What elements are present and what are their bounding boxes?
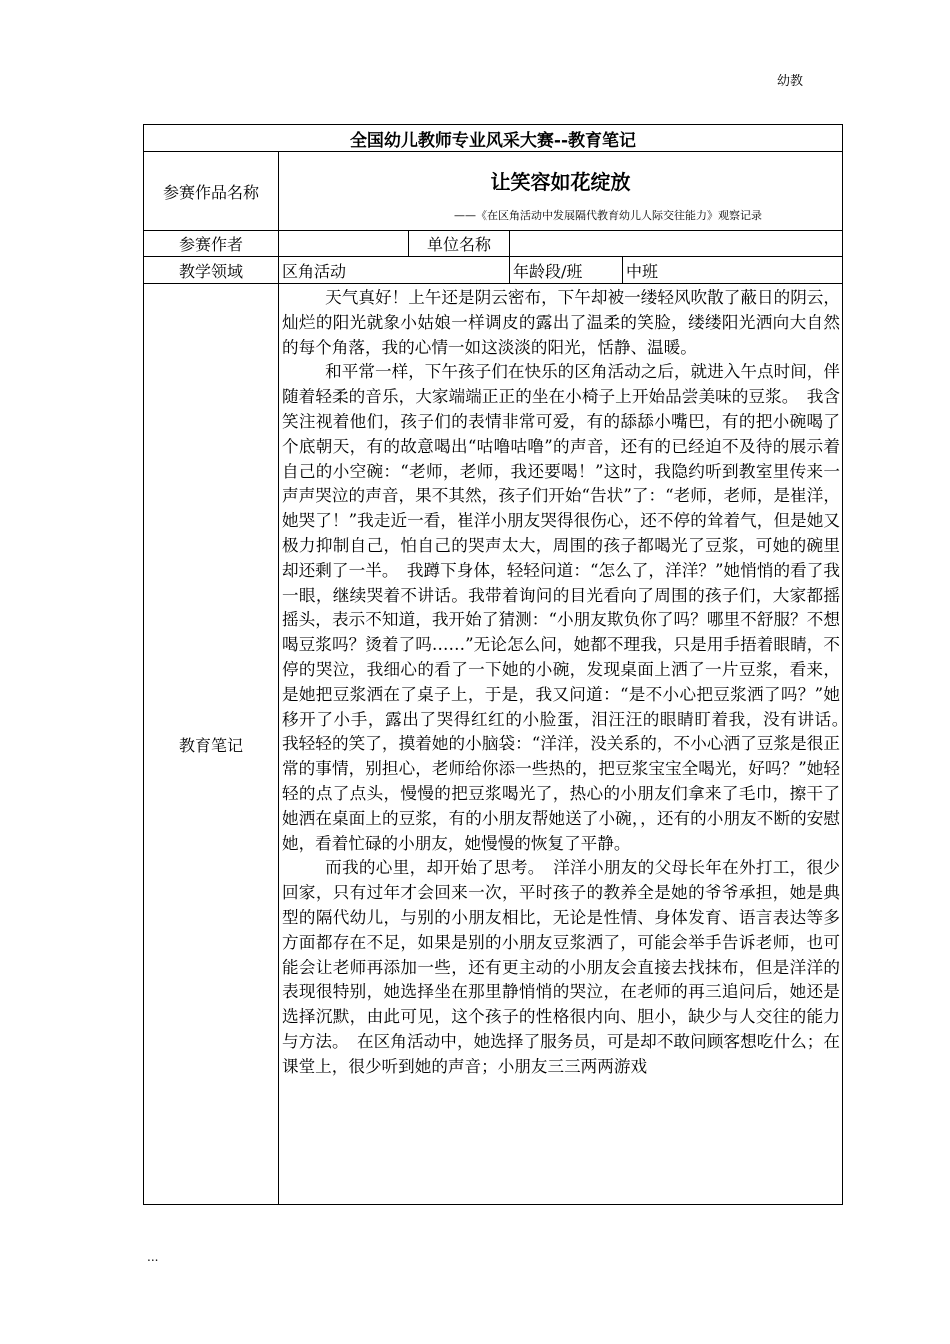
education-notes-form (143, 124, 857, 1205)
notes-paragraph: 而我的心里，却开始了思考。 洋洋小朋友的父母长年在外打工，很少回家，只有过年才会回来一次，平时孩子的教养全是她的爷爷承担，她是典型的隔代幼儿，与别的小朋友相比，无论是性情、身体发育、语言表达等多方面都存在不足，如果是别的小朋友豆浆洒了，可能会举手告诉老师，也可能会让老师再添加一些，还有更主动的小朋友会直接去找抹布，但是洋洋的表现很特别，她选择坐在那里静悄悄的哭泣，在老师的再三追问后，她还是选择沉默，由此可见，这个孩子的性格很内向、胆小，缺少与人交往的能力与方法。 在区角活动中，她选择了服务员，可是却不敢问顾客想吃什么；在课堂上，很少听到她的声音；小朋友三三两两游戏 (282, 858, 841, 1076)
work-name-cell (279, 152, 843, 231)
notes-body (279, 284, 857, 1205)
notes-paragraph: 天气真好！上午还是阴云密布，下午却被一缕轻风吹散了蔽日的阴云，灿烂的阳光就象小姑娘一样调皮的露出了温柔的笑脸，缕缕阳光洒向大自然的每个角落，我的心情一如这淡淡的阳光，恬静、温暖。 (282, 288, 841, 357)
domain-label: 教学领域 (144, 257, 279, 284)
notes-label: 教育笔记 (144, 284, 279, 1205)
age-value: 中班 (623, 257, 843, 284)
form-title: 全国幼儿教师专业风采大赛--教育笔记 (144, 125, 843, 152)
domain-value: 区角活动 (279, 257, 510, 284)
notes-paragraph: 和平常一样，下午孩子们在快乐的区角活动之后，就进入午点时间，伴随着轻柔的音乐，大家端端正正的坐在小椅子上开始品尝美味的豆浆。 我含笑注视着他们，孩子们的表情非常可爱，有的舔舔小嘴巴，有的把小碗喝了个底朝天，有的故意喝出“咕噜咕噜”的声音，还有的已经迫不及待的展示着自己的小空碗：“老师，老师，我还要喝！”这时，我隐约听到教室里传来一声声哭泣的声音，果不其然，孩子们开始“告状”了：“老师，老师，是崔洋，她哭了！”我走近一看，崔洋小朋友哭得很伤心，还不停的耸着气，但是她又极力抑制自己，怕自己的哭声太大，周围的孩子都喝光了豆浆，可她的碗里却还剩了一半。 我蹲下身体，轻轻问道：“怎么了，洋洋？”她悄悄的看了我一眼，继续哭着不讲话。我带着询问的目光看向了周围的孩子们，大家都摇摇头，表示不知道，我开始了猜测：“小朋友欺负你了吗？哪里不舒服？不想喝豆浆吗？烫着了吗……”无论怎么问，她都不理我，只是用手捂着眼睛，不停的哭泣，我细心的看了一下她的小碗，发现桌面上洒了一片豆浆，看来，是她把豆浆洒在了桌子上，于是，我又问道：“是不小心把豆浆洒了吗？”她移开了小手，露出了哭得红红的小脸蛋，泪汪汪的眼睛盯着我，没有讲话。 我轻轻的笑了，摸着她的小脑袋：“洋洋，没关系的，不小心洒了豆浆是很正常的事情，别担心，老师给你添一些热的，把豆浆宝宝全喝光，好吗？”她轻轻的点了点头，慢慢的把豆浆喝光了，热心的小朋友们拿来了毛巾，擦干了她洒在桌面上的豆浆，有的小朋友帮她送了小碗，，还有的小朋友不断的安慰她，看着忙碌的小朋友，她慢慢的恢复了平静。 (282, 362, 857, 853)
unit-value (510, 231, 843, 257)
footer-ellipsis: ... (147, 1250, 159, 1264)
unit-label: 单位名称 (409, 231, 510, 257)
work-title: 让笑容如花绽放 (490, 169, 631, 194)
author-value (279, 231, 409, 257)
work-name-label: 参赛作品名称 (144, 152, 279, 231)
author-label: 参赛作者 (144, 231, 279, 257)
header-tag: 幼教 (777, 74, 804, 89)
age-label: 年龄段/班 (510, 257, 623, 284)
work-subtitle: ——《在区角活动中发展隔代教育幼儿人际交往能力》观察记录 (454, 208, 763, 222)
